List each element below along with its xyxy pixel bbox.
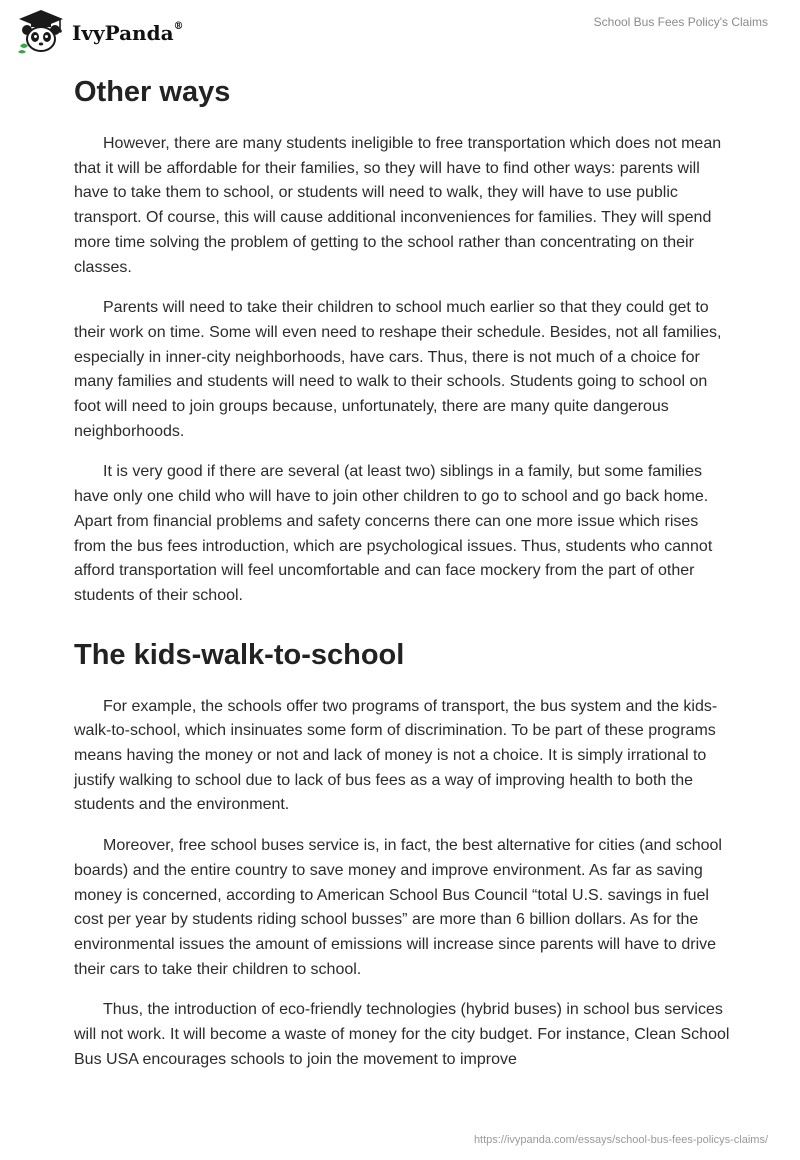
paragraph: Moreover, free school buses service is, in fact, the best alternative for cities (and school boards) and the entire country to save money and improve environment. As far as saving money is concerned, according to American School Bus Council “total U.S. savings in fuel cost per year by students riding school busses” are more than 6 billion dollars. As for the environmental issues the amount of emissions will increase since parents will have to drive their cars to take their children to school. [74,837,722,978]
brand-name: IvyPanda® [72,21,184,45]
paragraph: For example, the schools offer two programs of transport, the bus system and the kids-walk-to-school, which insinuates some form of discrimination. To be part of these programs means having the money or not and lack of money is not a choice. It is simply irrational to justify walking to school due to lack of bus fees as a way of improving health to both the students and the environment. [74,697,718,814]
essay-content [74,74,730,1089]
paragraph: It is very good if there are several (at least two) siblings in a family, but some families have only one child who will have to join other children to go to school and go back home. Apart from financial problems and safety concerns there can one more issue which rises from the bus fees introduction, which are psychological issues. Thus, students who cannot afford transportation will feel uncomfortable and can face mockery from the part of other students of their school. [74,463,713,604]
section-heading-kids-walk-to-school: The kids-walk-to-school [74,638,405,671]
panda-graduate-icon [16,8,66,54]
paragraph: However, there are many students ineligible to free transportation which does not mean that it will be affordable for their families, so they will have to find other ways: parents will have to take them to school, or students will need to walk, they will have to use public transport. Of course, this will cause additional inconveniences for families. They will spend more time solving the problem of getting to the school rather than concentrating on their classes. [74,135,722,276]
paragraph: Parents will need to take their children to school much earlier so that they could get to their work on time. Some will even need to reshape their schedule. Besides, not all families, especially in inner-city neighborhoods, have cars. Thus, there is not much of a choice for many families and students will need to walk to their schools. Students going to school on foot will need to join groups because, unfortunately, there are many quite dangerous neighborhoods. [74,299,722,440]
registered-mark: ® [173,21,184,33]
paragraph: Thus, the introduction of eco-friendly technologies (hybrid buses) in school bus services will not work. It will become a waste of money for the city budget. For instance, Clean School Bus USA encourages schools to join the movement to improve [74,1001,730,1068]
source-url[interactable]: https://ivypanda.com/essays/school-bus-fees-policys-claims/ [473,1134,768,1146]
section-heading-other-ways: Other ways [74,76,231,108]
document-title: School Bus Fees Policy's Claims [593,15,768,29]
brand-logo[interactable] [16,8,184,54]
page-header [0,0,800,62]
